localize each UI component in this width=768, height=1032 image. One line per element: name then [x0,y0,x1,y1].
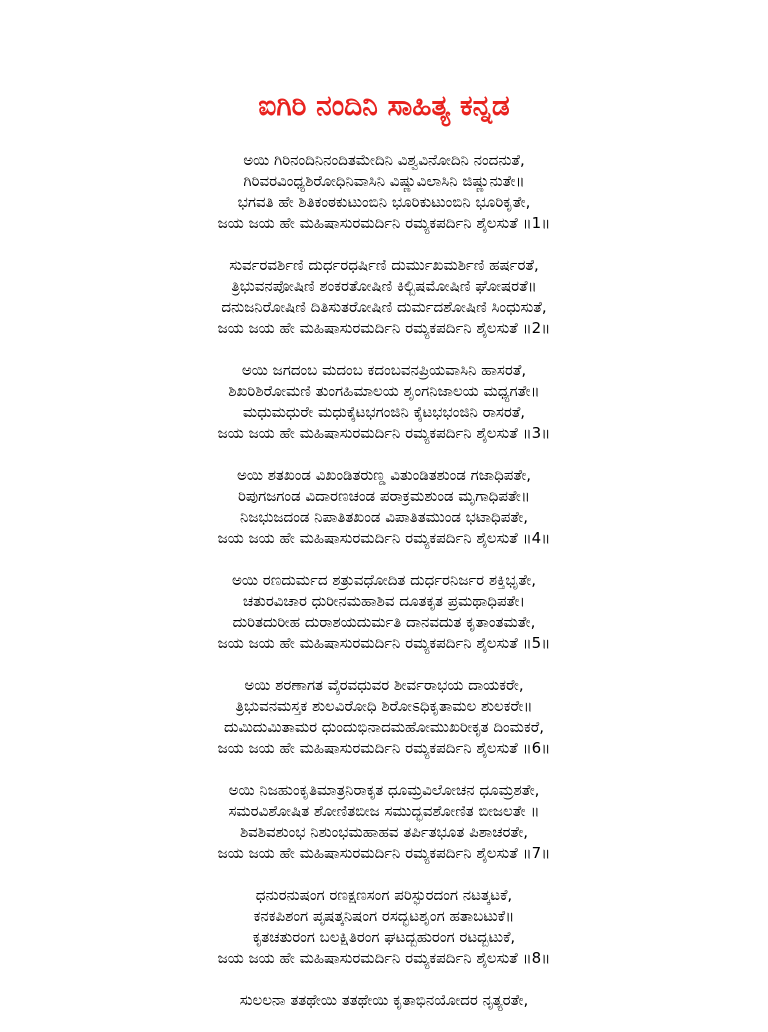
verse-line: ದುಮಿದುಮಿತಾಮರ ಧುಂದುಭಿನಾದಮಹೋಮುಖರೀಕೃತ ದಿಂಮಕರೆ, [223,718,544,736]
verse-line: ಗಿರಿವರವಿಂಧ್ಯಶಿರೋಧಿನಿವಾಸಿನಿ ವಿಷ್ಣುವಿಲಾಸಿನಿ ಜಿಷ್ಣುನುತೇ॥ [243,172,525,190]
verse-line: ಜಯ ಜಯ ಹೇ ಮಹಿಷಾಸುರಮರ್ದಿನಿ ರಮ್ಯಕಪರ್ದಿನಿ ಶೈಲಸುತೆ ॥4॥ [217,529,551,547]
verse-line: ಅಯಿ ರಣದುರ್ಮದ ಶತ್ರುವಧೋದಿತ ದುರ್ಧರನಿರ್ಜರ ಶಕ್ತಿಭೃತೇ, [232,571,536,589]
page-title: ಐಗಿರಿ ನಂದಿನಿ ಸಾಹಿತ್ಯ ಕನ್ನಡ [258,89,510,122]
verse-line: ಜಯ ಜಯ ಹೇ ಮಹಿಷಾಸುರಮರ್ದಿನಿ ರಮ್ಯಕಪರ್ದಿನಿ ಶೈಲಸುತೆ ॥7॥ [217,844,551,862]
verse-line: ಕನಕಪಿಶಂಗ ಪೃಷತ್ಕನಿಷಂಗ ರಸದ್ಭಟಶೃಂಗ ಹತಾಬಟುಕೆ॥ [253,907,515,925]
verse-line: ಜಯ ಜಯ ಹೇ ಮಹಿಷಾಸುರಮರ್ದಿನಿ ರಮ್ಯಕಪರ್ದಿನಿ ಶೈಲಸುತೆ ॥6॥ [217,739,551,757]
verse-line: ಶಿಖರಿಶಿರೋಮಣಿ ತುಂಗಹಿಮಾಲಯ ಶೃಂಗನಿಜಾಲಯ ಮಧ್ಯಗತೇ॥ [228,382,540,400]
verse-line: ಭಗವತಿ ಹೇ ಶಿತಿಕಂಠಕುಟುಂಬಿನಿ ಭೂರಿಕುಟುಂಬಿನಿ ಭೂರಿಕೃತೇ, [237,193,531,211]
verse-line: ದುರಿತದುರೀಹ ದುರಾಶಯದುರ್ಮತಿ ದಾನವದುತ ಕೃತಾಂತಮತೇ, [232,613,536,631]
verse-line: ಜಯ ಜಯ ಹೇ ಮಹಿಷಾಸುರಮರ್ದಿನಿ ರಮ್ಯಕಪರ್ದಿನಿ ಶೈಲಸುತೆ ॥2॥ [217,319,551,337]
verse-line: ಚತುರವಿಚಾರ ಧುರೀನಮಹಾಶಿವ ದೂತಕೃತ ಪ್ರಮಥಾಧಿಪತೇ। [242,592,526,610]
verse-line: ಶಿವಶಿವಶುಂಭ ನಿಶುಂಭಮಹಾಹವ ತರ್ಪಿತಭೂತ ಪಿಶಾಚರತೇ, [239,823,529,841]
stanza-7 [0,780,768,864]
verse-line: ನಿಜಭುಜದಂಡ ನಿಪಾತಿತಖಂಡ ವಿಪಾತಿತಮುಂಡ ಭಟಾಧಿಪತೇ, [239,508,528,526]
verse-line: ಅಯಿ ಶತಖಂಡ ವಿಖಂಡಿತರುಣ್ಡ ವಿತುಂಡಿತಶುಂಡ ಗಜಾಧಿಪತೇ, [236,466,532,484]
stanza-5 [0,570,768,654]
stanza-4 [0,465,768,549]
stanza-list [0,150,768,1032]
verse-line: ಸುರ್ವರವರ್ಶಿಣಿ ದುರ್ಧರಧರ್ಷಿಣಿ ದುರ್ಮುಖಮರ್ಶಿಣಿ ಹರ್ಷರತೆ, [229,256,539,274]
stanza-1 [0,150,768,234]
verse-line: ತ್ರಿಭುವನಪೋಷಿಣಿ ಶಂಕರತೋಷಿಣಿ ಕಿಲ್ಬಿಷಮೋಷಿಣಿ ಘೋಷರತೆ॥ [231,277,537,295]
verse-line: ಅಯಿ ಶರಣಾಗತ ವೈರವಧುವರ ಶೀರ್ವರಾಭಯ ದಾಯಕರೇ, [244,676,524,694]
stanza-2 [0,255,768,339]
verse-line: ಸುಲಲನಾ ತತಥೇಯಿ ತತಥೇಯಿ ಕೃತಾಭಿನಯೋದರ ನೃತ್ಯರತೇ, [239,991,529,1009]
verse-line: ಧನುರನುಷಂಗ ರಣಕ್ಷಣಸಂಗ ಪರಿಸ್ಫುರದಂಗ ನಟತ್ಕಟಕೆ, [255,886,513,904]
verse-line: ದನುಜನಿರೋಷಿಣಿ ದಿತಿಸುತರೋಷಿಣಿ ದುರ್ಮದಶೋಷಿಣಿ ಸಿಂಧುಸುತೆ, [221,298,547,316]
verse-line: ಕೃತಚತುರಂಗ ಬಲಕ್ಷಿತಿರಂಗ ಘಟದ್ಬಹುರಂಗ ರಟದ್ಬಟುಕೆ, [252,928,516,946]
verse-line: ಜಯ ಜಯ ಹೇ ಮಹಿಷಾಸುರಮರ್ದಿನಿ ರಮ್ಯಕಪರ್ದಿನಿ ಶೈಲಸುತೆ ॥1॥ [217,214,551,232]
verse-line: ರಿಪುಗಜಗಂಡ ವಿದಾರಣಚಂಡ ಪರಾಕ್ರಮಶುಂಡ ಮೃಗಾಧಿಪತೇ॥ [237,487,531,505]
stanza-9 [0,990,768,1011]
verse-line: ಮಧುಮಧುರೇ ಮಧುಕೈಟಭಗಂಜಿನಿ ಕೈಟಭಭಂಜಿನಿ ರಾಸರತೆ, [242,403,526,421]
verse-line: ತ್ರಿಭುವನಮಸ್ತಕ ಶುಲವಿರೋಧಿ ಶಿರೋಽಧಿಕೃತಾಮಲ ಶುಲಕರೇ॥ [235,697,533,715]
verse-line: ಜಯ ಜಯ ಹೇ ಮಹಿಷಾಸುರಮರ್ದಿನಿ ರಮ್ಯಕಪರ್ದಿನಿ ಶೈಲಸುತೆ ॥8॥ [217,949,551,967]
verse-line: ಅಯಿ ಜಗದಂಬ ಮದಂಬ ಕದಂಬವನಪ್ರಿಯವಾಸಿನಿ ಹಾಸರತೆ, [241,361,527,379]
verse-line: ಜಯ ಜಯ ಹೇ ಮಹಿಷಾಸುರಮರ್ದಿನಿ ರಮ್ಯಕಪರ್ದಿನಿ ಶೈಲಸುತೆ ॥5॥ [217,634,551,652]
stanza-3 [0,360,768,444]
stanza-6 [0,675,768,759]
stanza-8 [0,885,768,969]
verse-line: ಅಯಿ ಗಿರಿನಂದಿನಿನಂದಿತಮೇದಿನಿ ವಿಶ್ವವಿನೋದಿನಿ ನಂದನುತೆ, [243,151,525,169]
verse-line: ಸಮರವಿಶೋಷಿತ ಶೋಣಿತಬೀಜ ಸಮುದ್ಭವಶೋಣಿತ ಬೀಜಲತೇ ॥ [228,802,540,820]
verse-line: ಜಯ ಜಯ ಹೇ ಮಹಿಷಾಸುರಮರ್ದಿನಿ ರಮ್ಯಕಪರ್ದಿನಿ ಶೈಲಸುತೆ ॥3॥ [217,424,551,442]
verse-line: ಅಯಿ ನಿಜಹುಂಕೃತಿಮಾತ್ರನಿರಾಕೃತ ಧೂಮ್ರವಿಲೋಚನ ಧೂಮ್ರಶತೇ, [228,781,540,799]
